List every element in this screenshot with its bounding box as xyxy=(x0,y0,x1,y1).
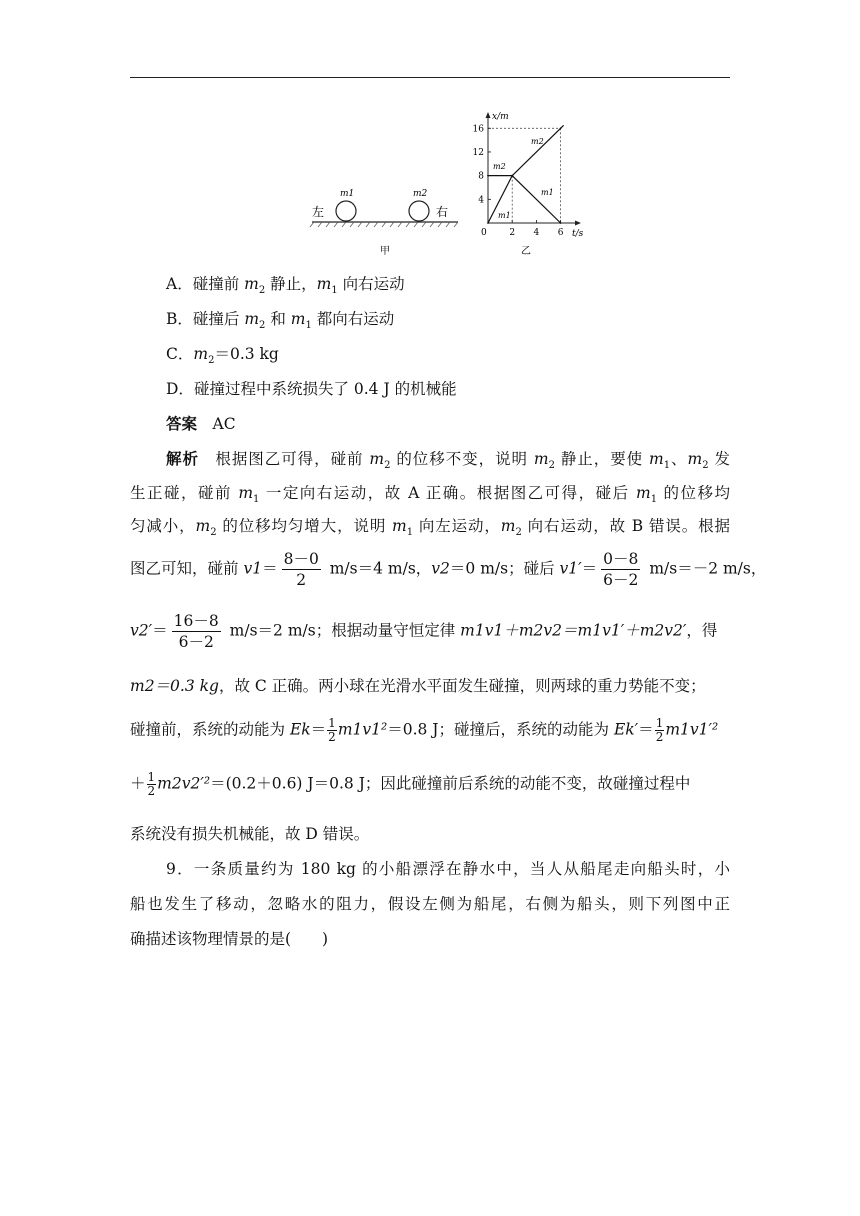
q9-line-1: 9．一条质量约为 180 kg 的小船漂浮在静水中，当人从船尾走向船头时，小 xyxy=(166,860,730,878)
analysis-line-9: 系统没有损失机械能，故 D 错误。 xyxy=(130,825,370,843)
fraction-half-3: $\frac{1}{2}$ xyxy=(147,770,156,798)
caption-jia: 甲 xyxy=(380,246,390,257)
analysis-line-1: 解析 根据图乙可得，碰前 $m_2$ 的位移不变，说明 $m_2$ 静止，要使 $m_1$、$m_2$ 发 xyxy=(166,449,730,472)
series-m2-point xyxy=(511,175,513,177)
x-tick-label: 4 xyxy=(533,228,540,238)
figure-jia xyxy=(310,189,458,257)
fraction-v1: $\frac{8-0}{2}$ xyxy=(283,550,319,589)
label-left: 左 xyxy=(312,205,325,219)
x-axis-arrow xyxy=(575,221,581,226)
figure-yi xyxy=(473,112,584,257)
option-c: C．$m_2=0.3$ kg xyxy=(166,345,279,367)
caption-yi: 乙 xyxy=(521,246,531,257)
header-rule xyxy=(130,77,730,78)
y-tick-label: 12 xyxy=(472,147,484,158)
figure xyxy=(300,108,600,264)
ball-m2 xyxy=(409,201,429,221)
answer: 答案 AC xyxy=(166,414,236,433)
analysis-line-7: 碰撞前，系统的动能为 Ek＝ $\frac{1}{2}$ m1v1²＝0.8 J；碰撞后，系统的动能为 Ek′＝ $\frac{1}{2}$ m1v1′² xyxy=(130,716,719,744)
x-axis-label: t/s xyxy=(572,229,584,239)
label-m1: m1 xyxy=(340,189,355,199)
label-m2-flat: m2 xyxy=(493,162,506,171)
analysis-line-5: v2′＝ $\frac{16-8}{6-2}$ m/s＝2 m/s；根据动量守恒定律 m1v1＋m2v2＝m1v1′＋m2v2′，得 xyxy=(130,612,718,651)
option-b: B．碰撞后 $m_2$ 和 $m_1$ 都向右运动 xyxy=(166,310,395,332)
label-m2-top: m2 xyxy=(531,137,544,146)
analysis-line-4: 图乙可知，碰前 v1＝ $\frac{8-0}{2}$ m/s＝4 m/s，v2＝0 m/s；碰后 v1′＝ $\frac{0-8}{6-2}$ m/s＝－2 m/s， xyxy=(130,550,767,589)
origin-label: 0 xyxy=(481,228,487,238)
option-a: A．碰撞前 $m_2$ 静止，$m_1$ 向右运动 xyxy=(166,275,405,297)
label-m2: m2 xyxy=(413,189,428,199)
fraction-v2-prime: $\frac{16-8}{6-2}$ xyxy=(173,612,219,651)
analysis-line-3: 匀减小，$m_2$ 的位移均匀增大，说明 $m_1$ 向左运动，$m_2$ 向右运动，故 B 错误。根据 xyxy=(130,517,730,539)
fraction-half-2: $\frac{1}{2}$ xyxy=(655,716,664,744)
fraction-half: $\frac{1}{2}$ xyxy=(328,716,336,744)
option-d: D．碰撞过程中系统损失了 0.4 J 的机械能 xyxy=(166,380,457,398)
label-m1-up: m1 xyxy=(498,211,511,220)
y-axis-arrow xyxy=(486,112,491,118)
x-tick-label: 6 xyxy=(557,228,564,238)
label-m1-down: m1 xyxy=(541,188,554,197)
ball-m1 xyxy=(336,201,356,221)
y-tick-label: 8 xyxy=(478,171,484,182)
y-axis-label: x/m xyxy=(492,112,509,122)
analysis-line-2: 生正碰，碰前 $m_1$ 一定向右运动，故 A 正确。根据图乙可得，碰后 $m_1$ 的位移均 xyxy=(130,484,730,506)
y-tick-label: 4 xyxy=(478,195,484,206)
series-m1-point xyxy=(487,222,489,224)
y-tick-label: 16 xyxy=(472,124,484,135)
q9-line-3: 确描述该物理情景的是( ) xyxy=(130,930,329,948)
analysis-line-6: m2＝0.3 kg，故 C 正确。两小球在光滑水平面发生碰撞，则两球的重力势能不变； xyxy=(130,677,706,695)
series-m2-point xyxy=(560,127,562,129)
x-tick-label: 2 xyxy=(509,228,516,238)
q9-line-2: 船也发生了移动，忽略水的阻力，假设左侧为船尾，右侧为船头，则下列图中正 xyxy=(130,895,730,913)
analysis-line-8: ＋ $\frac{1}{2}$ m2v2′²＝(0.2＋0.6) J＝0.8 J；因此碰撞前后系统的动能不变，故碰撞过程中 xyxy=(130,770,691,798)
fraction-v1-prime: $\frac{0-8}{6-2}$ xyxy=(603,550,639,589)
label-right: 右 xyxy=(436,205,449,219)
